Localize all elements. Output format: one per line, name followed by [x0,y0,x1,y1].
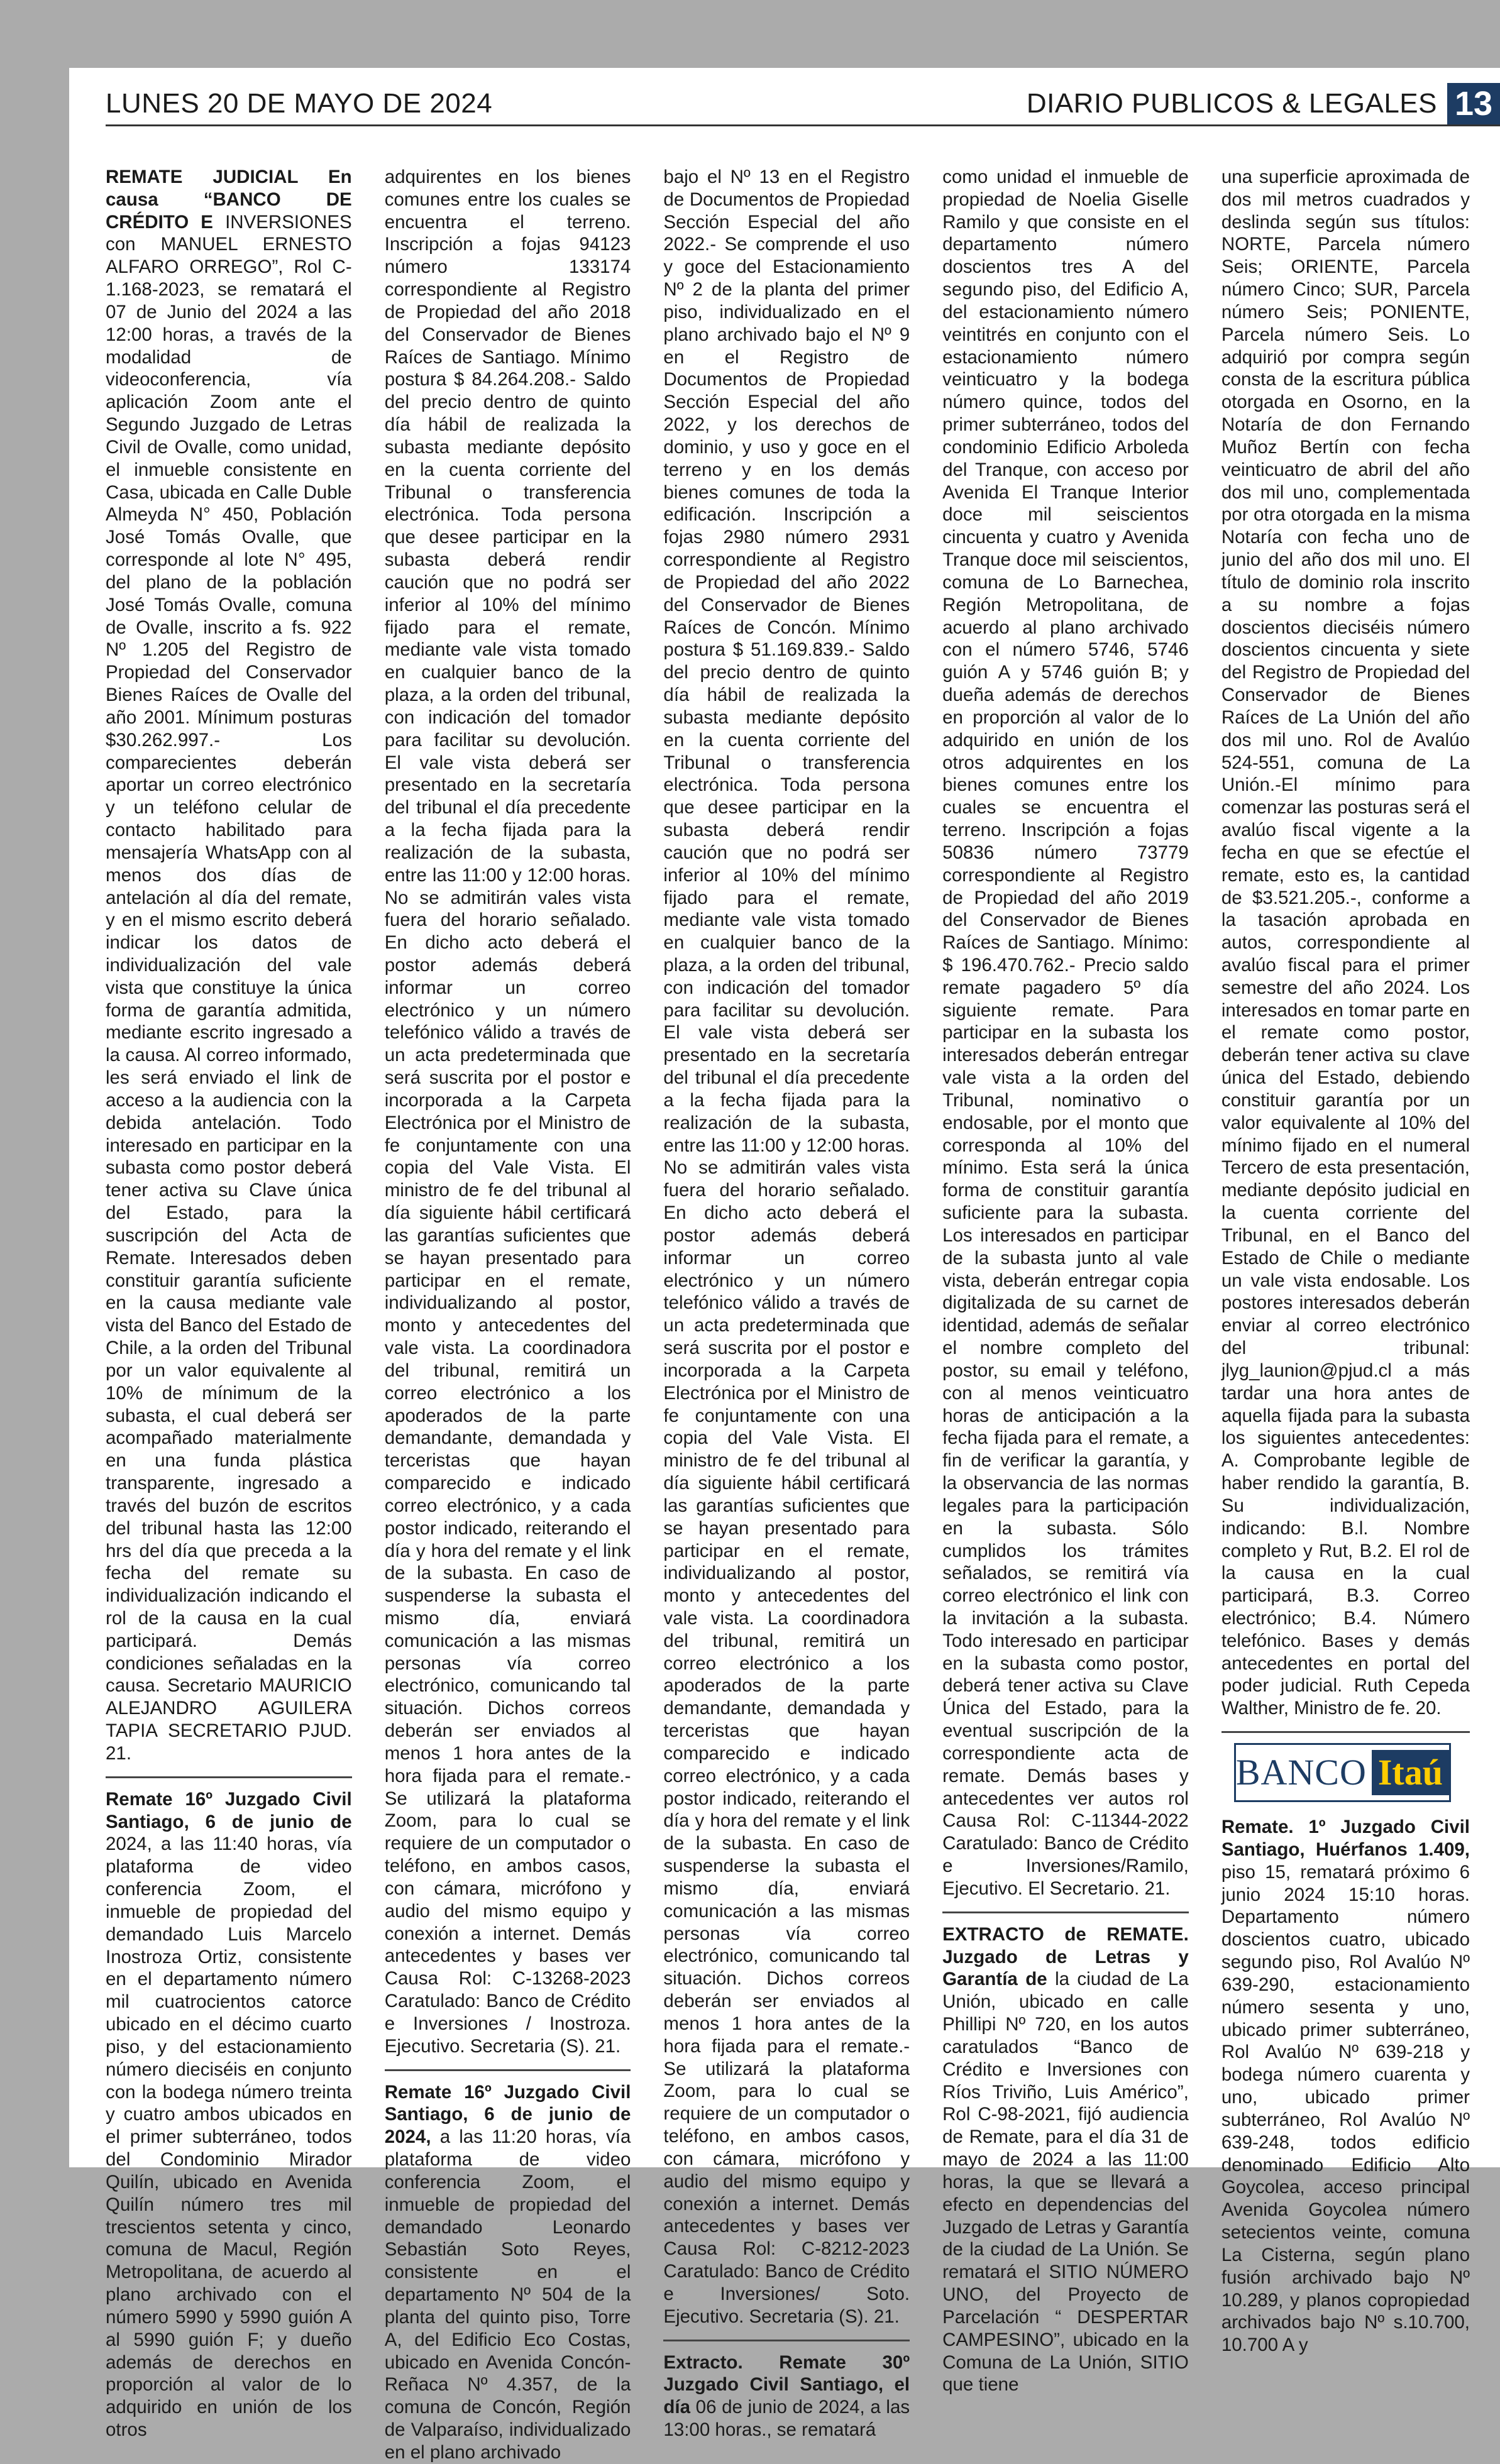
notice-body: 2024, a las 11:40 horas, vía plataforma de video conferencia Zoom, el inmueble de propiedad del demandado Luis Marcelo Inostroza Ortiz, consistente en el departamento número mil cuatrocientos catorce ubicado en el décimo cuarto piso, y del estacionamiento número dieciséis en conjunto con la bodega número treinta y cuatro ambos ubicados en el primer subterráneo, todos del Condominio Mirador Quilín, ubicado en Avenida Quilín número tres mil trescientos setenta y cinco, comuna de Macul, Región Metropolitana, de acuerdo al plano archivado con el número 5990 y 5990 guión A al 5990 guión F; y dueño además de derechos en proporción al valor de lo adquirido en unión de los otros [106,1834,352,2440]
legal-notice [942,166,1189,1900]
column-5 [1221,166,1470,2356]
logo-banco-text: BANCO [1235,1751,1367,1793]
legal-notice [106,1788,352,2441]
notice-divider [942,1911,1189,1913]
notice-title: Remate 16º Juzgado Civil Santiago, 6 de junio de [106,1788,352,1832]
notice-body: INVERSIONES con MANUEL ERNESTO ALFARO ORREGO”, Rol C-1.168-2023, se rematará el 07 de Junio del 2024 a las 12:00 horas, a través de la modalidad de videoconferencia, vía aplicación Zoom ante el Segundo Juzgado de Letras Civil de Ovalle, como unidad, el inmueble consistente en Casa, ubicada en Calle Duble Almeyda N° 450, Población José Tomás Ovalle, que corresponde al lote N° 495, del plano de la población José Tomás Ovalle, comuna de Ovalle, inscrito a fs. 922 Nº 1.205 del Registro de Propiedad del Conservador Bienes Raíces de Ovalle del año 2001. Mínimum posturas $30.262.997.- Los comparecientes deberán aportar un correo electrónico y un teléfono celular de contacto habilitado para mensajería WhatsApp con al menos dos días de antelación al día del remate, y en el mismo escrito deberá indicar los datos de individualización del vale vista que constituye la única forma de garantía admitida, mediante escrito ingresado a la causa. Al correo informado, les será enviado el link de acceso a la audiencia con la debida antelación. Todo interesado en participar en la subasta como postor deberá tener activa su Clave única del Estado, para la suscripción del Acta de Remate. Interesados deben constituir garantía suficiente en la causa mediante vale vista del Banco del Estado de Chile, a la orden del Tribunal por un valor equivalente al 10% de mínimum de la subasta, el cual deberá ser acompañado materialmente en una funda plástica transparente, ingresado a través del buzón de escritos del tribunal hasta las 12:00 hrs del día que preceda a la fecha del remate su individualización indicando el rol de la causa en la cual participará. Demás condiciones señaladas en la causa. Secretario MAURICIO ALEJANDRO AGUILERA TAPIA SECRETARIO PJUD. 21. [106,211,352,1764]
notice-body: piso 15, rematará próximo 6 junio 2024 15:10 horas. Departamento número doscientos cuatro, ubicado segundo piso, Rol Avalúo Nº 639-290, estacionamiento número sesenta y uno, ubicado primer subterráneo, Rol Avalúo Nº 639-218 y bodega número cuarenta y uno, ubicado primer subterráneo, Rol Avalúo Nº 639-248, todos edificio denominado Edificio Alto Goycolea, acceso principal Avenida Goycolea número setecientos veinte, comuna La Cisterna, según plano fusión archivado bajo Nº 10.289, y planos copropiedad archivados bajo Nº s.10.700, 10.700 A y [1221,1861,1470,2356]
banco-itau-logo [1234,1743,1451,1802]
column-1 [106,166,352,2440]
notice-divider [385,2069,631,2071]
logo-itau-text: Itaú [1372,1750,1449,1795]
legal-notice [385,166,631,2058]
legal-notice [663,166,910,2328]
notice-body: la ciudad de La Unión, ubicado en calle Phillipi Nº 720, en los autos caratulados “Banco de Crédito e Inversiones con Ríos Triviño, Luis Américo”, Rol C-98-2021, fijó audiencia de Remate, para el día 31 de mayo de 2024 a las 11:00 horas, la que se llevará a efecto en dependencias del Juzgado de Letras y Garantía de la ciudad de La Unión. Se rematará el SITIO NÚMERO UNO, del Proyecto de Parcelación “ DESPERTAR CAMPESINO”, ubicado en la Comuna de La Unión, SITIO que tiene [942,1969,1189,2395]
page-number: 13 [1447,83,1500,124]
legal-notice [1222,1816,1470,2357]
notice-divider [663,2340,910,2341]
notice-body: adquirentes en los bienes comunes entre los cuales se encuentra el terreno. Inscripción a fojas 94123 número 133174 correspondiente al Registro de Propiedad del año 2018 del Conservador de Bienes Raíces de Santiago. Mínimo postura $ 84.264.208.- Saldo del precio dentro de quinto día hábil de realizada la subasta mediante depósito en la cuenta corriente del Tribunal o transferencia electrónica. Toda persona que desee participar en la subasta deberá rendir caución que no podrá ser inferior al 10% del mínimo fijado para el remate, mediante vale vista tomado en cualquier banco de la plaza, a la orden del tribunal, con indicación del tomador para facilitar su devolución. El vale vista deberá ser presentado en la secretaría del tribunal el día precedente a la fecha fijada para la realización de la subasta, entre las 11:00 y 12:00 horas. No se admitirán vales vista fuera del horario señalado. En dicho acto deberá el postor además deberá informar un correo electrónico y un número telefónico válido a través de un acta predeterminada que será suscrita por el postor e incorporada a la Carpeta Electrónica por el Ministro de fe conjuntamente con una copia del Vale Vista. El ministro de fe del tribunal al día siguiente hábil certificará las garantías suficientes que se hayan presentado para participar en el remate, individualizando al postor, monto y antecedentes del vale vista. La coordinadora del tribunal, remitirá un correo electrónico a los apoderados de la parte demandante, demandada y terceristas que hayan comparecido e indicado correo electrónico, y a cada postor indicado, reiterando el día y hora del remate y el link de la subasta. En caso de suspenderse la subasta el mismo día, enviará comunicación a las mismas personas vía correo electrónico, comunicando tal situación. Dichos correos deberán ser enviados al menos 1 hora antes de la hora fijada para el remate.- Se utilizará la plataforma Zoom, para lo cual se requiere de un computador o teléfono, en ambos casos, con cámara, micrófono y audio del mismo equipo y conexión a internet. Demás antecedentes y bases ver Causa Rol: C-13268-2023 Caratulado: Banco de Crédito e Inversiones / Inostroza. Ejecutivo. Secretaria (S). 21. [384,167,631,2057]
columns-container [106,166,1470,2463]
notice-body: bajo el Nº 13 en el Registro de Documentos de Propiedad Sección Especial del año 2022.- Se comprende el uso y goce del Estacionamiento Nº 2 de la planta del primer piso, individualizado en el plano archivado bajo el Nº 9 en el Registro de Documentos de Propiedad Sección Especial del año 2022, y los derechos de dominio, y uso y goce en el terreno y en los demás bienes comunes de toda la edificación. Inscripción a fojas 2980 número 2931 correspondiente al Registro de Propiedad del año 2022 del Conservador de Bienes Raíces de Concón. Mínimo postura $ 51.169.839.- Saldo del precio dentro de quinto día hábil de realizada la subasta mediante depósito en la cuenta corriente del Tribunal o transferencia electrónica. Toda persona que desee participar en la subasta deberá rendir caución que no podrá ser inferior al 10% del mínimo fijado para el remate, mediante vale vista tomado en cualquier banco de la plaza, a la orden del tribunal, con indicación del tomador para facilitar su devolución. El vale vista deberá ser presentado en la secretaría del tribunal el día precedente a la fecha fijada para la realización de la subasta, entre las 11:00 y 12:00 horas. No se admitirán vales vista fuera del horario señalado. En dicho acto deberá el postor además deberá informar un correo electrónico y un número telefónico válido a través de un acta predeterminada que será suscrita por el postor e incorporada a la Carpeta Electrónica por el Ministro de fe conjuntamente con una copia del Vale Vista. El ministro de fe del tribunal al día siguiente hábil certificará las garantías suficientes que se hayan presentado para participar en el remate, individualizando al postor, monto y antecedentes del vale vista. La coordinadora del tribunal, remitirá un correo electrónico a los apoderados de la parte demandante, demandada y terceristas que hayan comparecido e indicado correo electrónico, y a cada postor indicado, reiterando el día y hora del remate y el link de la subasta. En caso de suspenderse la subasta el mismo día, enviará comunicación a las mismas personas vía correo electrónico, comunicando tal situación. Dichos correos deberán ser enviados al menos 1 hora antes de la hora fijada para el remate.- Se utilizará la plataforma Zoom, para lo cual se requiere de un computador o teléfono, en ambos casos, con cámara, micrófono y audio del mismo equipo y conexión a internet. Demás antecedentes y bases ver Causa Rol: C-8212-2023 Caratulado: Banco de Crédito e Inversiones/ Soto. Ejecutivo. Secretaria (S). 21. [663,167,910,2327]
notice-body: a las 11:20 horas, vía plataforma de video conferencia Zoom, el inmueble de propiedad del demandado Leonardo Sebastián Soto Reyes, consistente en el departamento Nº 504 de la planta del quinto piso, Torre A, del Edificio Eco Costas, ubicado en Avenida Concón- Reñaca Nº 4.357, de la comuna de Concón, Región de Valparaíso, individualizado en el plano archivado [384,2126,631,2463]
notice-divider [106,1776,352,1778]
notice-title: Extracto. Remate 30º Juzgado Civil Santiago, el día [663,2351,910,2418]
legal-notice [663,2351,910,2441]
legal-notice [942,1923,1189,2396]
publication-name: DIARIO PUBLICOS & LEGALES [1026,88,1437,119]
notice-body: 06 de junio de 2024, a las 13:00 horas., se rematará [663,2397,910,2440]
notice-title: Remate 16º Juzgado Civil Santiago, 6 de junio de 2024, [384,2081,631,2148]
issue-date: LUNES 20 DE MAYO DE 2024 [106,88,493,119]
legal-notice [385,2081,631,2464]
notice-divider [1222,1731,1470,1733]
header-divider [106,124,1500,126]
notice-title: EXTRACTO de REMATE. Juzgado de Letras y Garantía de [942,1923,1189,1990]
column-2 [384,166,631,2463]
notice-title: Remate. 1º Juzgado Civil Santiago, Huérfanos 1.409, [1221,1817,1470,1860]
notice-body: como unidad el inmueble de propiedad de Noelia Giselle Ramilo y que consiste en el departamento número doscientos tres A del segundo piso, del Edificio A, del estacionamiento número veintitrés en conjunto con el estacionamiento número veinticuatro y la bodega número quince, todos del primer subterráneo, todos del condominio Edificio Arboleda del Tranque, con acceso por Avenida El Tranque Interior doce mil seiscientos cincuenta y cuatro y Avenida Tranque doce mil seiscientos, comuna de Lo Barnechea, Región Metropolitana, de acuerdo al plano archivado con el número 5746, 5746 guión A y 5746 guión B; y dueña además de derechos en proporción al valor de lo adquirido en unión de los otros adquirentes en los bienes comunes entre los cuales se encuentra el terreno. Inscripción a fojas 50836 número 73779 correspondiente al Registro de Propiedad del año 2019 del Conservador de Bienes Raíces de Santiago. Mínimo: $ 196.470.762.- Precio saldo remate pagadero 5º día siguiente remate. Para participar en la subasta los interesados deberán entregar vale vista a la orden del Tribunal, nominativo o endosable, por el monto que corresponda al 10% del mínimo. Esta será la única forma de constituir garantía suficiente para la subasta. Los interesados en participar de la subasta junto al vale vista, deberán entregar copia digitalizada de su carnet de identidad, además de señalar el nombre completo del postor, su email y teléfono, con al menos veinticuatro horas de anticipación a la fecha fijada para el remate, a fin de verificar la garantía, y la observancia de las normas legales para la participación en la subasta. Sólo cumplidos los trámites señalados, se remitirá vía correo electrónico el link con la invitación a la subasta. Todo interesado en participar en la subasta como postor, deberá tener activa su Clave Única del Estado, para la eventual suscripción de la correspondiente acta de remate. Demás bases y antecedentes ver autos rol Causa Rol: C-11344-2022 Caratulado: Banco de Crédito e Inversiones/Ramilo, Ejecutivo. El Secretario. 21. [942,167,1189,1899]
notice-title: REMATE JUDICIAL En causa “BANCO DE CRÉDITO E [106,167,352,233]
column-4 [942,166,1189,2395]
notice-body: una superficie aproximada de dos mil metros cuadrados y deslinda según sus títulos: NORTE, Parcela número Seis; ORIENTE, Parcela número Cinco; SUR, Parcela número Seis; PONIENTE, Parcela número Seis. Lo adquirió por compra según consta de la escritura pública otorgada en Osorno, en la Notaría de don Fernando Muñoz Bertín con fecha veinticuatro de abril del año dos mil uno, complementada por otra otorgada en la misma Notaría con fecha uno de junio del año dos mil uno. El título de dominio rola inscrito a su nombre a fojas doscientos dieciséis número doscientos cincuenta y siete del Registro de Propiedad del Conservador de Bienes Raíces de La Unión del año dos mil uno. Rol de Avalúo 524-551, comuna de La Unión.-El mínimo para comenzar las posturas será el avalúo fiscal vigente a la fecha en que se efectúe el remate, esto es, la cantidad de $3.521.205.-, conforme a la tasación aprobada en autos, correspondiente al avalúo fiscal para el primer semestre del año 2024. Los interesados en tomar parte en el remate como postor, deberán tener activa su clave única del Estado, debiendo constituir garantía por un valor equivalente al 10% del mínimo fijado en el numeral Tercero de esta presentación, mediante depósito judicial en la cuenta corriente del Tribunal, en el Banco del Estado de Chile o mediante un vale vista endosable. Los postores interesados deberán enviar al correo electrónico del tribunal: jlyg_launion@pjud.cl a más tardar una hora antes de aquella fijada para la subasta los siguientes antecedentes: A. Comprobante legible de haber rendido la garantía, B. Su individualización, indicando: B.l. Nombre completo y Rut, B.2. El rol de la causa en la cual participará, B.3. Correo electrónico; B.4. Número telefónico. Bases y demás antecedentes en portal del poder judicial. Ruth Cepeda Walther, Ministro de fe. 20. [1221,167,1470,1719]
legal-notice [1222,166,1470,1720]
column-3 [663,166,910,2440]
legal-notice [106,166,352,1765]
newspaper-page [69,68,1500,2463]
